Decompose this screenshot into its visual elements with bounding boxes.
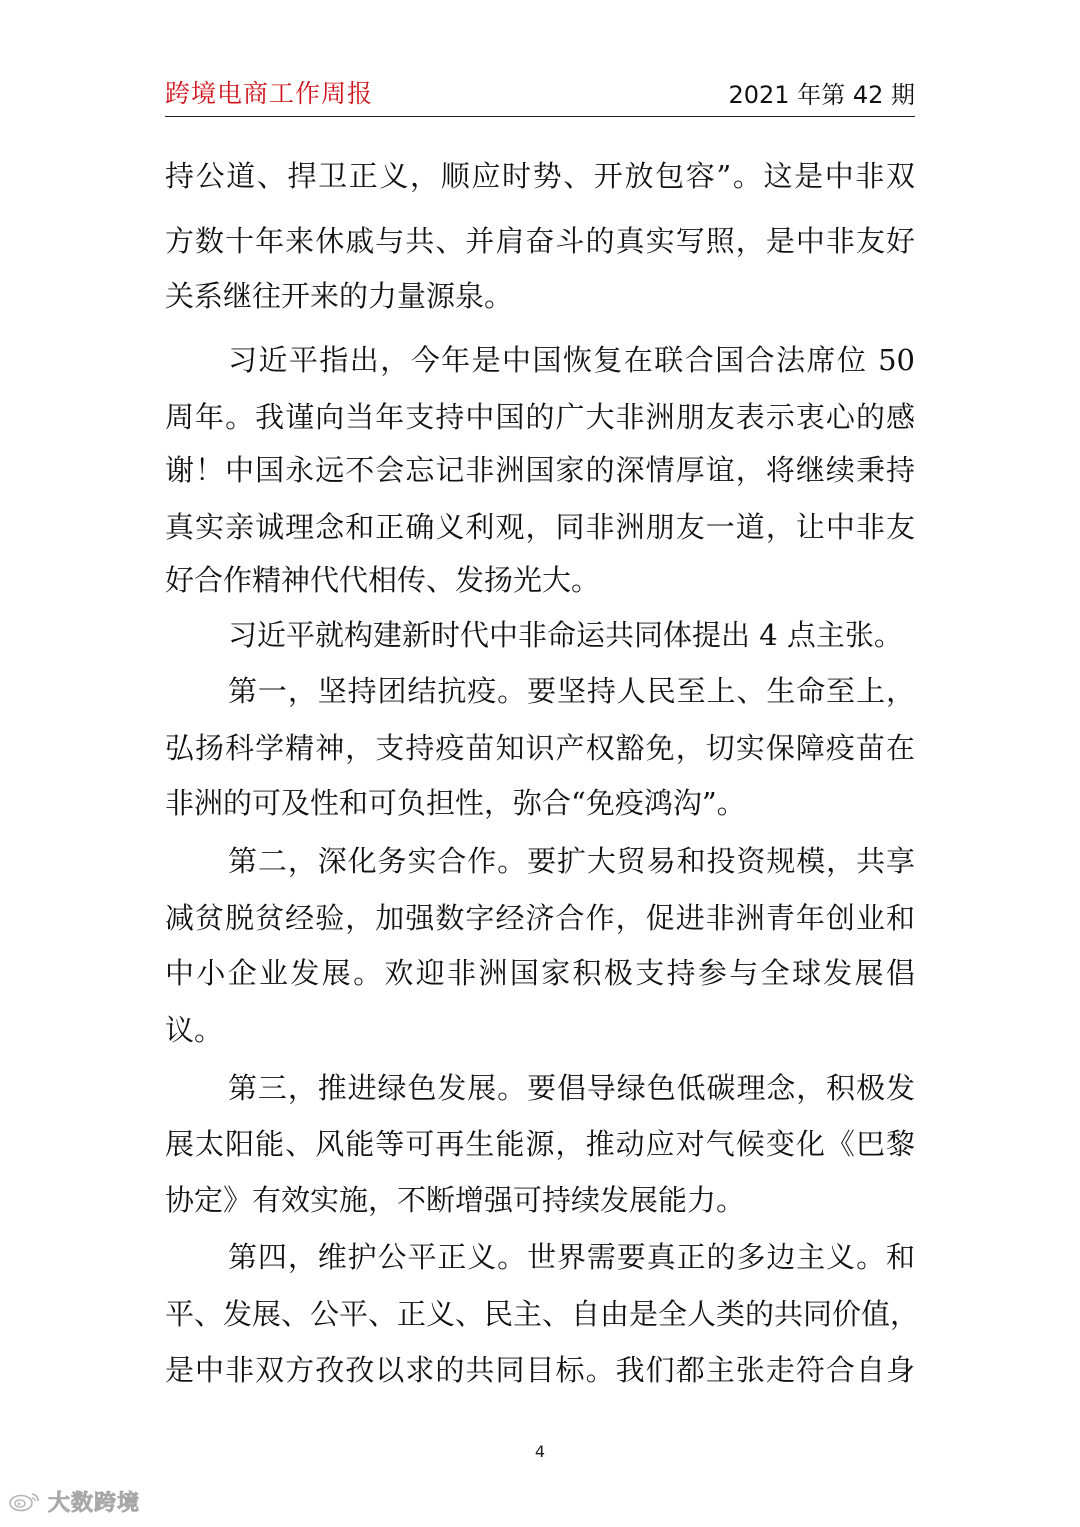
body-line: 习近平就构建新时代中非命运共同体提出 4 点主张。 (228, 618, 903, 652)
page-header (165, 72, 915, 117)
body-line: 真实亲诚理念和正确义利观，同非洲朋友一道，让中非友 (165, 510, 915, 544)
body-line: 减贫脱贫经验，加强数字经济合作，促进非洲青年创业和 (165, 901, 915, 935)
page-number: 4 (534, 1442, 546, 1461)
body-line: 议。 (165, 1013, 224, 1047)
body-line: 持公道、捍卫正义，顺应时势、开放包容”。这是中非双 (165, 159, 915, 193)
weibo-logo-icon (8, 1490, 42, 1512)
body-line: 非洲的可及性和可负担性，弥合“免疫鸿沟”。 (165, 786, 746, 820)
body-line: 第一，坚持团结抗疫。要坚持人民至上、生命至上， (228, 674, 915, 708)
body-line: 关系继往开来的力量源泉。 (165, 279, 514, 313)
body-line: 方数十年来休戚与共、并肩奋斗的真实写照，是中非友好 (165, 224, 915, 258)
body-line: 好合作精神代代相传、发扬光大。 (165, 563, 601, 597)
body-line: 是中非双方孜孜以求的共同目标。我们都主张走符合自身 (165, 1353, 915, 1387)
body-line: 平、发展、公平、正义、民主、自由是全人类的共同价值， (165, 1297, 920, 1331)
body-line: 第三，推进绿色发展。要倡导绿色低碳理念，积极发 (228, 1071, 915, 1105)
issue-number: 2021 年第 42 期 (728, 81, 915, 109)
watermark (8, 1486, 140, 1516)
body-line: 第四，维护公平正义。世界需要真正的多边主义。和 (228, 1240, 915, 1274)
body-line: 第二，深化务实合作。要扩大贸易和投资规模，共享 (228, 844, 915, 878)
body-line: 习近平指出，今年是中国恢复在联合国合法席位 50 (228, 343, 915, 377)
publication-title: 跨境电商工作周报 (165, 79, 374, 108)
body-line: 谢！中国永远不会忘记非洲国家的深情厚谊，将继续秉持 (165, 453, 915, 487)
body-line: 展太阳能、风能等可再生能源，推动应对气候变化《巴黎 (165, 1127, 915, 1161)
body-line: 协定》有效实施，不断增强可持续发展能力。 (165, 1183, 746, 1217)
body-line: 中小企业发展。欢迎非洲国家积极支持参与全球发展倡 (165, 956, 915, 990)
body-line: 弘扬科学精神，支持疫苗知识产权豁免，切实保障疫苗在 (165, 731, 915, 765)
body-line: 周年。我谨向当年支持中国的广大非洲朋友表示衷心的感 (165, 400, 915, 434)
watermark-text: 大数跨境 (48, 1490, 141, 1516)
